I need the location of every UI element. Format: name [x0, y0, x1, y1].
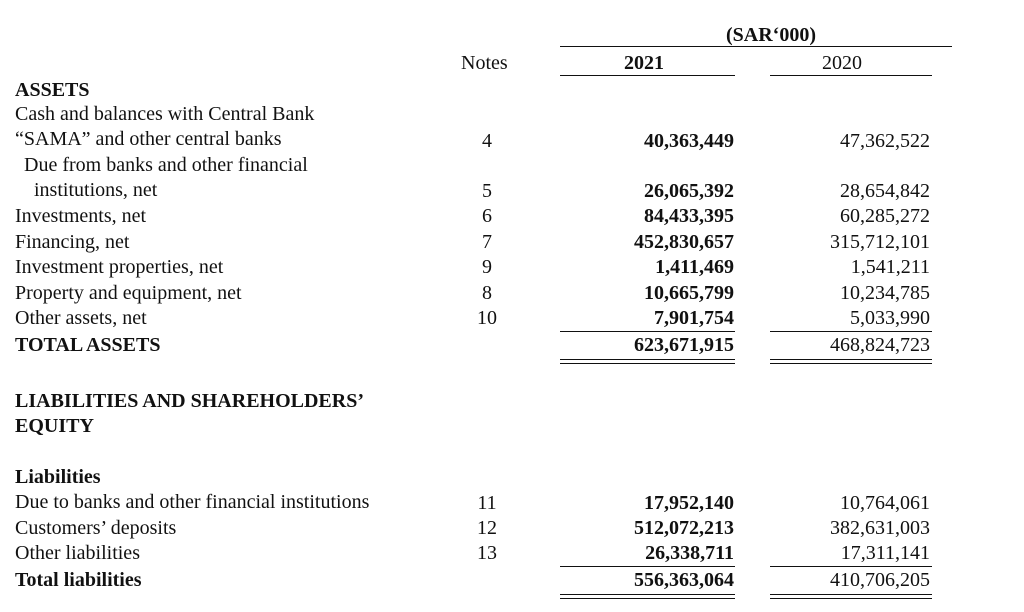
asset-row-2020: 10,234,785	[840, 282, 930, 304]
liabilities-equity-heading-line1: LIABILITIES AND SHAREHOLDERS’	[15, 390, 364, 412]
total-liabilities-2020: 410,706,205	[830, 569, 930, 591]
asset-row-2020: 5,033,990	[850, 307, 930, 329]
year-2021-rule	[560, 75, 735, 76]
total-assets-2021: 623,671,915	[634, 334, 734, 356]
total-liabilities-rule-2020	[770, 594, 932, 595]
liabilities-equity-heading-line2: EQUITY	[15, 415, 94, 437]
total-liabilities-label: Total liabilities	[15, 569, 142, 591]
liability-row-note: 11	[477, 492, 497, 514]
total-liabilities-rule-2021	[560, 598, 735, 599]
asset-row-note: 7	[482, 231, 492, 253]
asset-row-note: 9	[482, 256, 492, 278]
liability-row-label: Other liabilities	[15, 542, 140, 564]
asset-row-note: 8	[482, 282, 492, 304]
asset-row-note: 5	[482, 180, 492, 202]
due-from-banks-label-line2: institutions, net	[34, 179, 158, 201]
liability-row-2020: 382,631,003	[830, 517, 930, 539]
liability-row-note: 13	[477, 542, 497, 564]
asset-row-2021: 1,411,469	[655, 256, 734, 278]
liability-row-2021: 26,338,711	[645, 542, 734, 564]
asset-row-label: Other assets, net	[15, 307, 147, 329]
asset-row-2021: 7,901,754	[654, 307, 734, 329]
asset-row-label: Investments, net	[15, 205, 147, 227]
cash-label-line1: Cash and balances with Central Bank	[15, 103, 315, 125]
asset-row-2021: 452,830,657	[634, 231, 734, 253]
asset-row-2020: 60,285,272	[840, 205, 930, 227]
total-assets-double-rule-2020	[770, 363, 932, 364]
currency-rule	[560, 46, 952, 47]
asset-row-label: Financing, net	[15, 231, 130, 253]
liability-row-2021: 17,952,140	[644, 492, 734, 514]
asset-row-note: 6	[482, 205, 492, 227]
cash-2020: 47,362,522	[840, 130, 930, 152]
total-assets-label: TOTAL ASSETS	[15, 334, 161, 356]
total-assets-double-rule-2021	[560, 359, 735, 360]
asset-row-2021: 26,065,392	[644, 180, 734, 202]
year-2021-header: 2021	[624, 52, 664, 74]
total-assets-double-rule-2020	[770, 359, 932, 360]
asset-row-2020: 315,712,101	[830, 231, 930, 253]
notes-column-header: Notes	[461, 52, 508, 74]
asset-row-note: 10	[477, 307, 497, 329]
asset-row-2021: 10,665,799	[644, 282, 734, 304]
asset-row-2020: 1,541,211	[850, 256, 930, 278]
liability-row-2021: 512,072,213	[634, 517, 734, 539]
year-2020-rule	[770, 75, 932, 76]
year-2020-header: 2020	[822, 52, 862, 74]
currency-unit: (SAR‘000)	[726, 24, 816, 46]
assets-heading: ASSETS	[15, 79, 90, 101]
total-assets-2020: 468,824,723	[830, 334, 930, 356]
total-liabilities-2021: 556,363,064	[634, 569, 734, 591]
cash-note: 4	[482, 130, 492, 152]
total-assets-double-rule-2021	[560, 363, 735, 364]
liability-row-label: Due to banks and other financial institutions	[15, 491, 370, 513]
asset-row-label: Property and equipment, net	[15, 282, 242, 304]
asset-row-label: Investment properties, net	[15, 256, 224, 278]
liabilities-heading: Liabilities	[15, 466, 101, 488]
total-liabilities-rule-2020	[770, 598, 932, 599]
asset-row-2020: 28,654,842	[840, 180, 930, 202]
cash-2021: 40,363,449	[644, 130, 734, 152]
total-liabilities-rule-2021	[560, 594, 735, 595]
asset-row-2021: 84,433,395	[644, 205, 734, 227]
due-from-banks-label-line1: Due from banks and other financial	[24, 154, 308, 176]
liability-row-2020: 10,764,061	[840, 492, 930, 514]
liability-row-2020: 17,311,141	[840, 542, 930, 564]
cash-label-line2: “SAMA” and other central banks	[15, 128, 282, 150]
liability-row-label: Customers’ deposits	[15, 517, 177, 539]
liability-row-note: 12	[477, 517, 497, 539]
